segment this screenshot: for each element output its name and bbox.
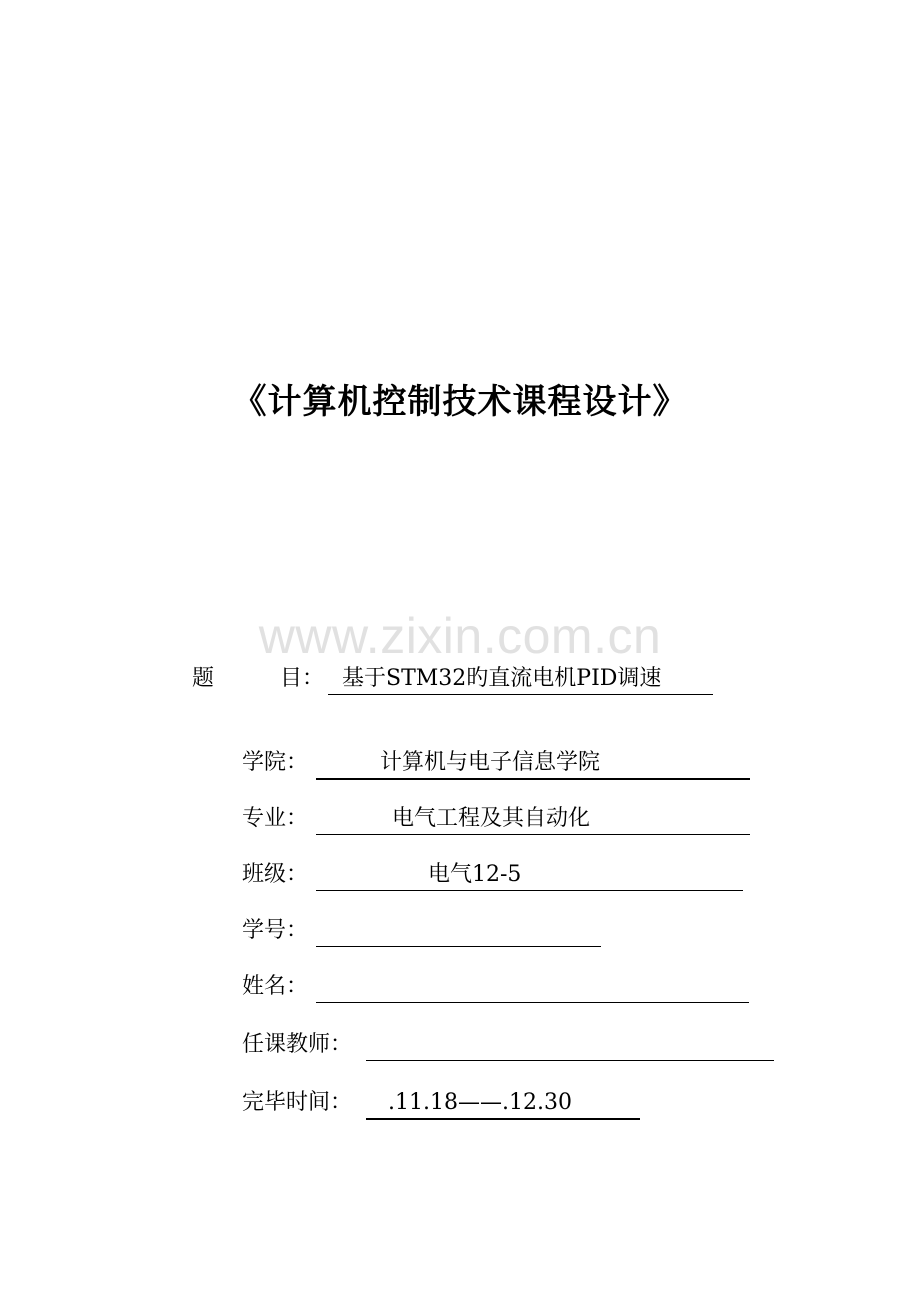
student-id-label: 学号： <box>242 918 309 943</box>
name-field <box>316 972 749 1003</box>
topic-label-part1: 题 <box>192 666 215 691</box>
name-label: 姓名： <box>242 974 309 999</box>
topic-label-part2: 目： <box>280 666 325 691</box>
student-id-field <box>316 916 601 947</box>
watermark: www.zixin.com.cn <box>258 608 662 664</box>
major-value: 电气工程及其自动化 <box>392 806 591 831</box>
major-label: 专业： <box>242 806 309 831</box>
class-label: 班级： <box>242 862 309 887</box>
topic-value: 基于STM32旳直流电机PID调速 <box>342 666 662 691</box>
document-title: 《计算机控制技术课程设计》 <box>232 382 688 422</box>
college-label: 学院： <box>242 750 309 775</box>
teacher-label: 任课教师： <box>242 1032 353 1057</box>
college-field <box>316 748 750 780</box>
completion-time-field <box>366 1088 640 1120</box>
class-field <box>316 860 743 891</box>
teacher-field <box>366 1030 774 1061</box>
class-value: 电气12-5 <box>428 862 522 887</box>
completion-time-value: .11.18——.12.30 <box>388 1090 572 1115</box>
major-field <box>316 804 750 835</box>
college-value: 计算机与电子信息学院 <box>380 750 601 775</box>
completion-time-label: 完毕时间： <box>242 1090 353 1115</box>
topic-field <box>328 664 713 695</box>
